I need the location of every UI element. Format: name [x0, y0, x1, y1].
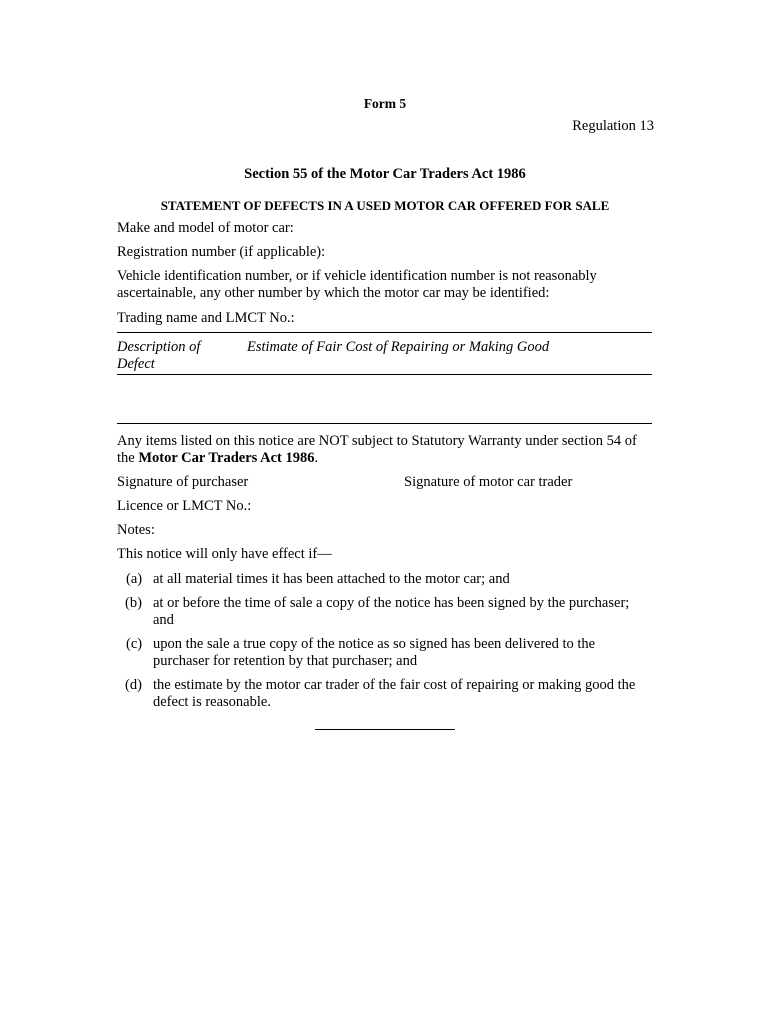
table-header-estimate: Estimate of Fair Cost of Repairing or Making Good	[247, 339, 550, 355]
table-header-description: Description of Defect	[117, 339, 201, 372]
notice-intro: This notice will only have effect if—	[117, 546, 332, 562]
warranty-notice-suffix: .	[314, 450, 319, 466]
statement-heading: STATEMENT OF DEFECTS IN A USED MOTOR CAR OFFERED FOR SALE	[160, 198, 610, 213]
condition-text-d: the estimate by the motor car trader of the fair cost of repairing or making good the defect is reasonable.	[153, 677, 636, 710]
purchaser-signature-label: Signature of purchaser	[117, 474, 249, 490]
condition-label-b: (b)	[125, 595, 142, 611]
condition-text-b: at or before the time of sale a copy of the notice has been signed by the purchaser; and	[153, 595, 630, 628]
condition-label-d: (d)	[125, 677, 142, 693]
condition-text-c: upon the sale a true copy of the notice as so signed has been delivered to the purchaser for retention by that purchaser; and	[153, 636, 596, 669]
end-rule	[315, 729, 455, 730]
section-title: Section 55 of the Motor Car Traders Act 1986	[244, 166, 526, 182]
table-top-rule	[117, 332, 652, 333]
form-label: Form 5	[363, 96, 407, 111]
condition-text-a: at all material times it has been attached to the motor car; and	[153, 571, 510, 587]
table-bottom-rule	[117, 423, 652, 424]
vin-field-label: Vehicle identification number, or if vehicle identification number is not reasonably ascertainable, any other number by which the motor car may be identified:	[117, 268, 597, 301]
trader-signature-label: Signature of motor car trader	[404, 474, 573, 490]
registration-field-label: Registration number (if applicable):	[117, 244, 326, 260]
warranty-notice-act-name: Motor Car Traders Act 1986	[138, 450, 315, 466]
notes-label: Notes:	[117, 522, 155, 538]
condition-label-c: (c)	[126, 636, 143, 652]
regulation-reference: Regulation 13	[572, 118, 654, 134]
table-header-rule	[117, 374, 652, 375]
condition-label-a: (a)	[126, 571, 143, 587]
licence-field-label: Licence or LMCT No.:	[117, 498, 252, 514]
warranty-notice-prefix: Any items listed on this notice are NOT subject to Statutory Warranty under section 54 of the	[117, 433, 637, 466]
make-model-field-label: Make and model of motor car:	[117, 220, 294, 236]
trading-name-field-label: Trading name and LMCT No.:	[117, 310, 295, 326]
warranty-notice	[117, 433, 652, 467]
